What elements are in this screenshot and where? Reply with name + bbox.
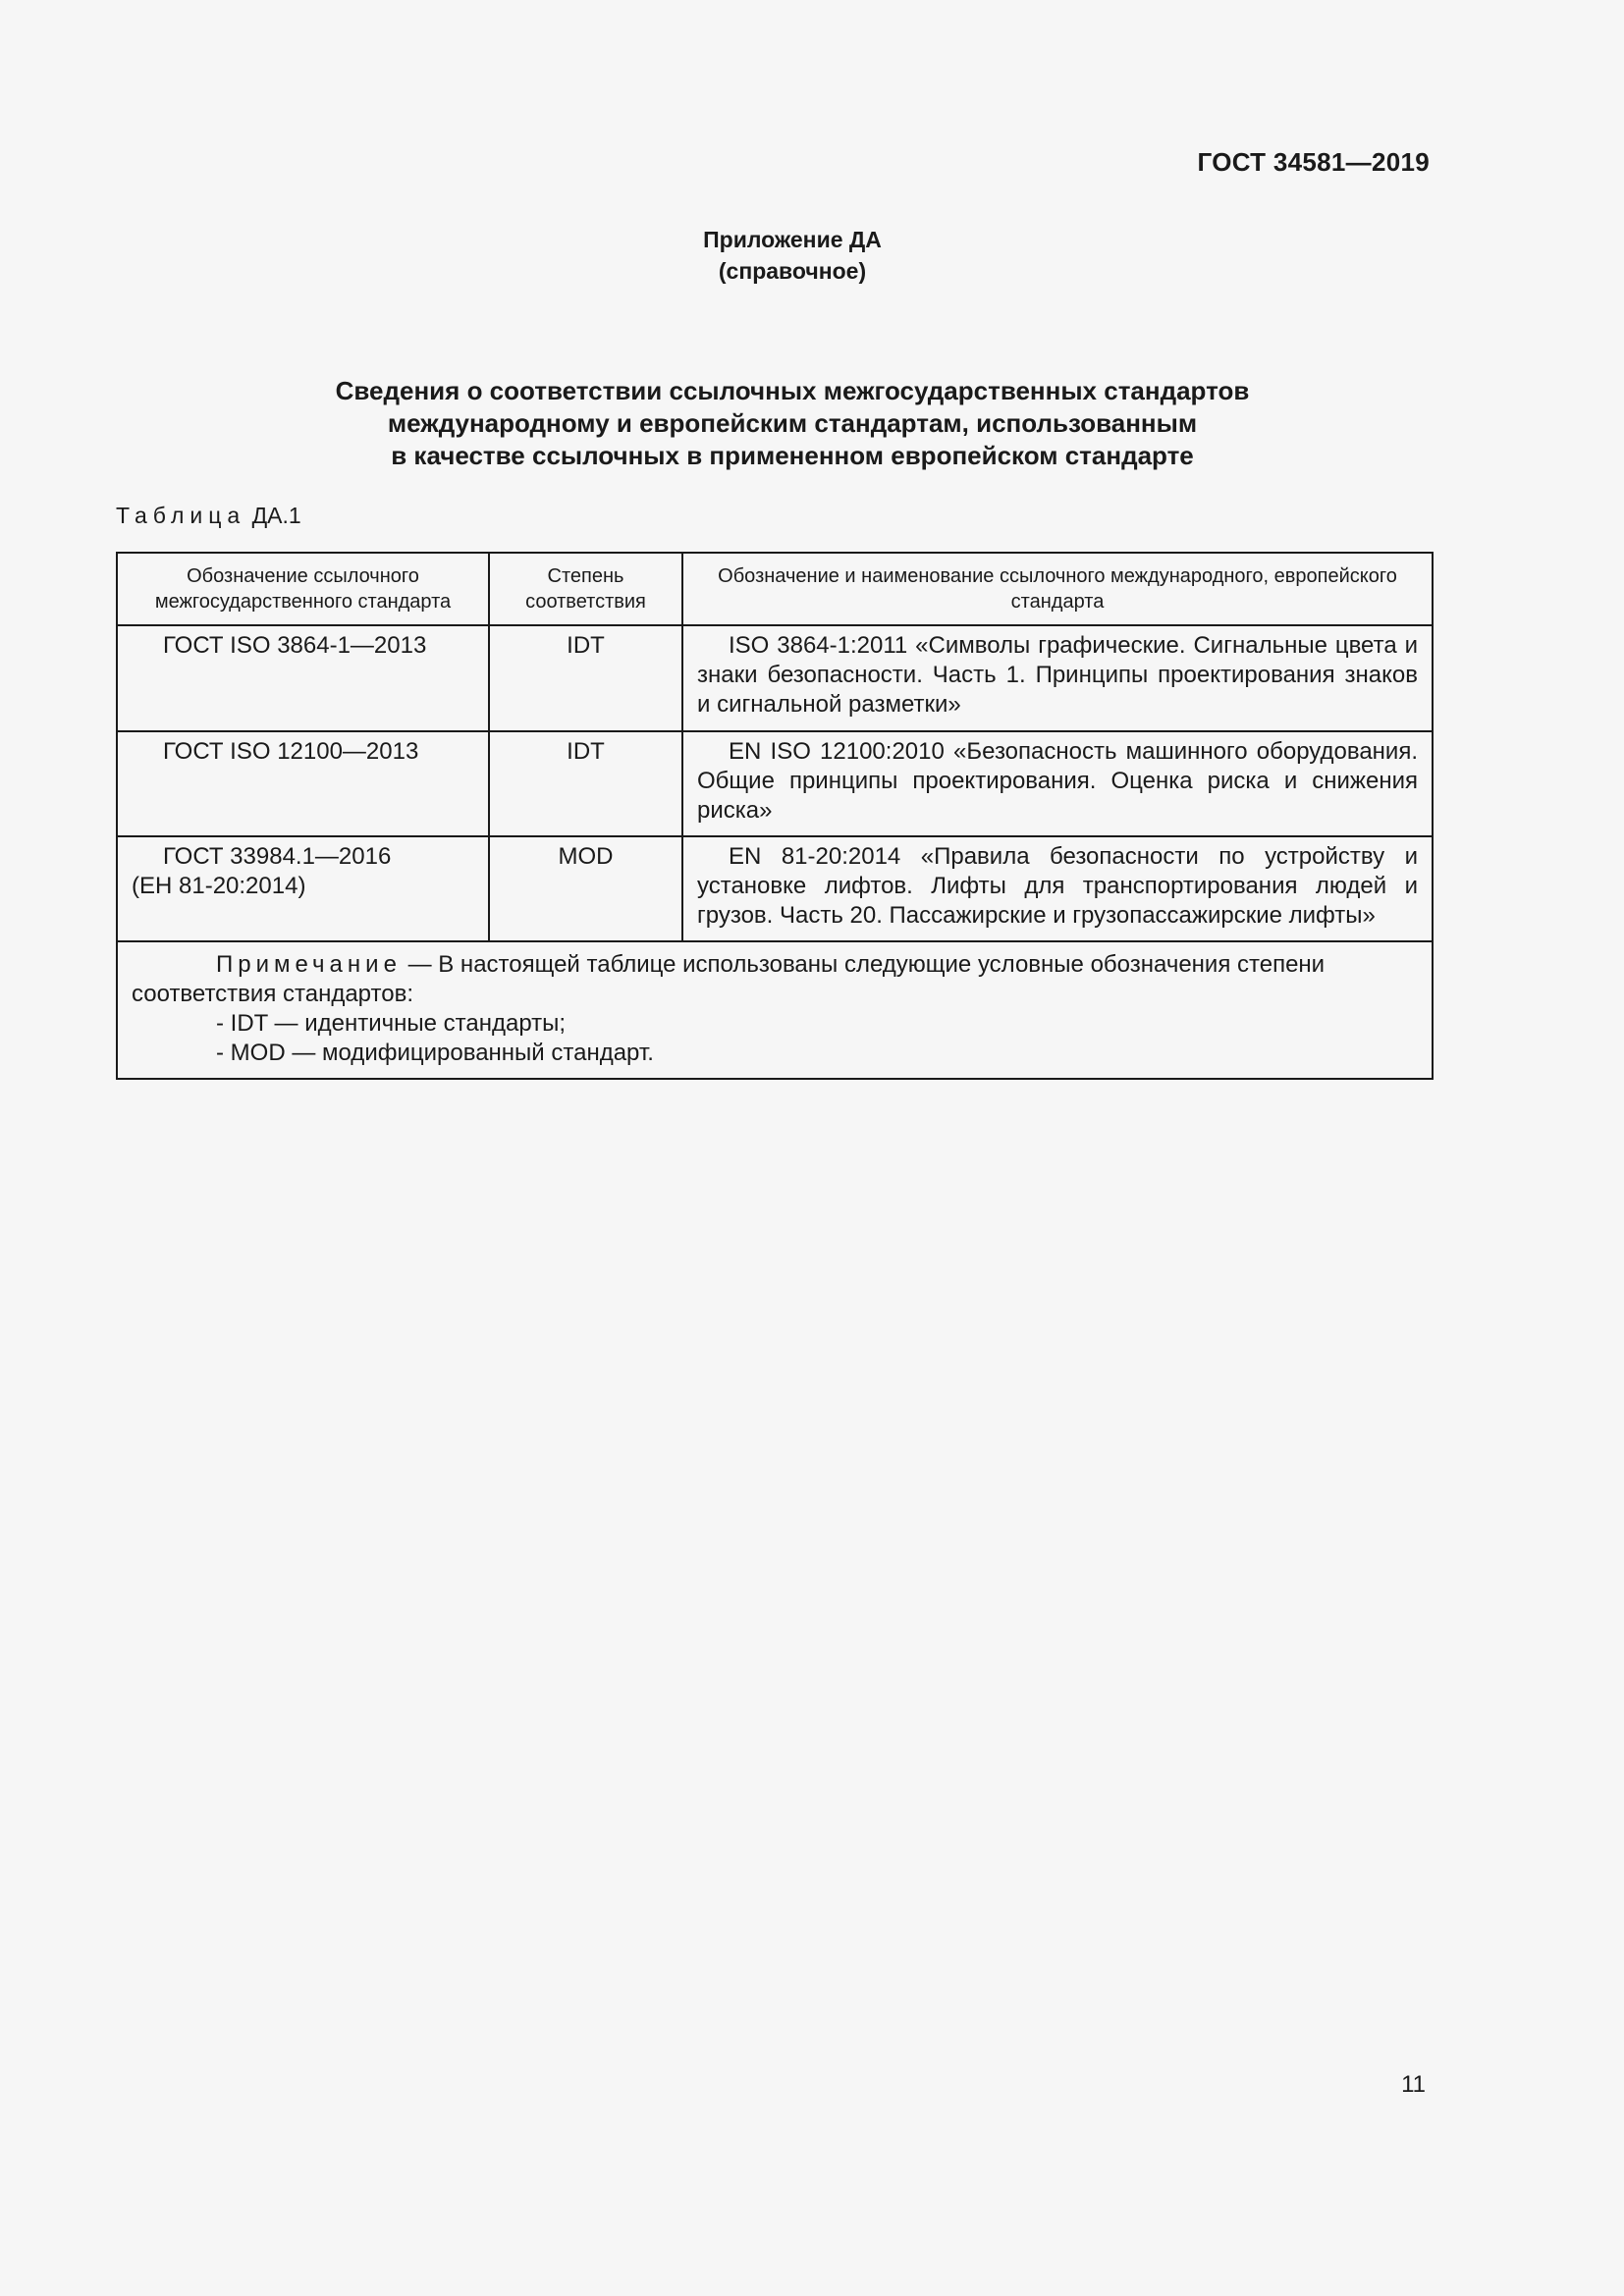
heading-line: международному и европейским стандартам, использованным xyxy=(387,408,1198,438)
standard-code: ГОСТ 33984.1—2016 xyxy=(163,843,392,870)
note-item: - MOD — модифицированный стандарт. xyxy=(216,1040,654,1066)
cell-standard xyxy=(117,625,489,731)
note-text: — В настоящей таблице использованы следующие условные обозначения степени соответствия стандартов: xyxy=(132,951,1326,1007)
table-note-row xyxy=(117,941,1433,1079)
header-description: Обозначение и наименование ссылочного международного, европейского стандарта xyxy=(682,553,1433,625)
table-row xyxy=(117,731,1433,836)
cell-standard xyxy=(117,836,489,941)
cell-degree: MOD xyxy=(489,836,682,941)
cell-degree: IDT xyxy=(489,731,682,836)
table-header-row xyxy=(117,553,1433,625)
document-code: ГОСТ 34581—2019 xyxy=(1197,147,1430,177)
cell-standard xyxy=(117,731,489,836)
appendix-block xyxy=(0,224,1585,287)
standard-code: ГОСТ ISO 3864-1—2013 xyxy=(163,632,427,659)
note-item: - IDT — идентичные стандарты; xyxy=(216,1010,567,1037)
section-heading xyxy=(0,375,1585,472)
cell-description: EN 81-20:2014 «Правила безопасности по устройству и установке лифтов. Лифты для транспортирования людей и грузов. Часть 20. Пассажирские и грузопассажирские лифты» xyxy=(682,836,1433,941)
page-number: 11 xyxy=(1401,2071,1426,2098)
table-row xyxy=(117,625,1433,731)
heading-line: Сведения о соответствии ссылочных межгосударственных стандартов xyxy=(335,376,1250,405)
note-intro xyxy=(132,950,1418,1009)
cell-description: EN ISO 12100:2010 «Безопасность машинного оборудования. Общие принципы проектирования. Оценка риска и снижения риска» xyxy=(682,731,1433,836)
header-standard: Обозначение ссылочного межгосударственного стандарта xyxy=(117,553,489,625)
reference-standards-table xyxy=(116,552,1434,1080)
appendix-subtitle: (справочное) xyxy=(718,258,867,284)
cell-degree: IDT xyxy=(489,625,682,731)
cell-description: ISO 3864-1:2011 «Символы графические. Сигнальные цвета и знаки безопасности. Часть 1. Принципы проектирования знаков и сигнальной разметки» xyxy=(682,625,1433,731)
header-degree: Степень соответствия xyxy=(489,553,682,625)
table-caption-word: Таблица xyxy=(116,503,246,528)
note-label: Примечание xyxy=(216,951,402,978)
table-note xyxy=(117,941,1433,1079)
standard-code-extra: (ЕН 81-20:2014) xyxy=(132,873,306,899)
table-row xyxy=(117,836,1433,941)
table-caption xyxy=(116,503,301,529)
table-caption-id: ДА.1 xyxy=(251,503,301,528)
standard-code: ГОСТ ISO 12100—2013 xyxy=(163,738,419,765)
heading-line: в качестве ссылочных в примененном европейском стандарте xyxy=(391,441,1194,470)
appendix-title: Приложение ДА xyxy=(703,227,882,252)
